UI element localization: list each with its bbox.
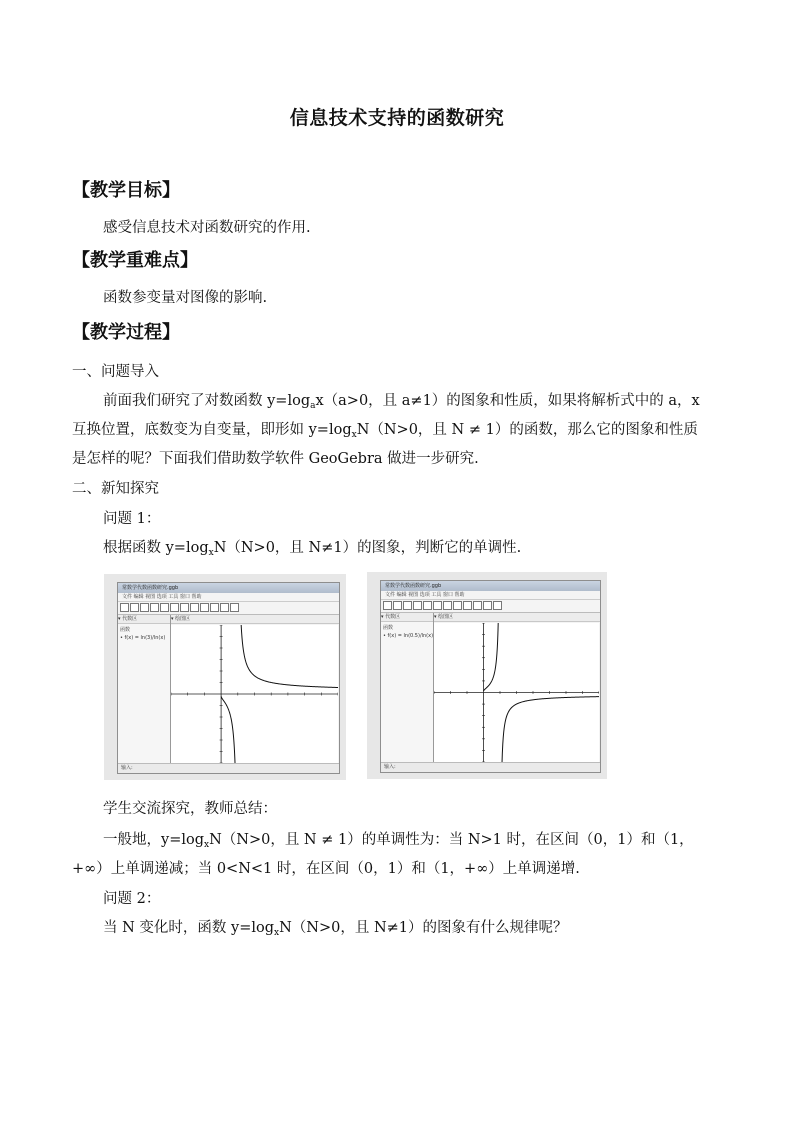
function-plot [171,625,338,763]
tool-icon [210,603,219,612]
algebra-view [381,613,434,762]
page-title: 信息技术支持的函数研究 [289,107,505,129]
geogebra-window [380,580,601,773]
tool-icon [443,601,452,610]
tool-icon [140,603,149,612]
tool-icon [230,603,239,612]
curve-branch-left [484,623,499,691]
summary-intro: 学生交流探究，教师总结： [103,801,277,817]
part1-line2: 互换位置，底数变为自变量，即形如 $y=\log_xN(N>0$，且 N ≠ 1）的函数，那么它的图象和性质 [72,422,698,440]
function-formula: • f(x) = ln(0.5)/ln(x) [383,633,434,639]
tool-bar [381,600,600,613]
heading-process: 【教学过程】 [72,322,180,343]
question1-label: 问题 1： [103,511,161,527]
function-plot [434,623,599,762]
graphics-header: ▾ 绘图区 [171,615,339,624]
graphics-view [434,623,599,762]
graphics-header: ▾ 绘图区 [434,613,600,622]
goals-text: 感受信息技术对函数研究的作用. [103,220,311,236]
menu-bar: 文件 编辑 视图 选项 工具 窗口 帮助 [118,593,339,602]
tool-icon [393,601,402,610]
algebra-subheader: 函数 [120,627,131,633]
question2-label: 问题 2： [103,891,161,907]
tool-icon [180,603,189,612]
part2-heading: 二、新知探究 [72,481,159,497]
geogebra-window [117,582,340,774]
keypoints-text: 函数参变量对图像的影响. [103,290,268,306]
summary-line2: +∞）上单调递减；当 0<N<1 时，在区间（0，1）和（1，+∞）上单调递增. [72,861,580,877]
tool-icon [463,601,472,610]
tool-icon [383,601,392,610]
function-formula: • f(x) = ln(3)/ln(x) [120,635,166,641]
tool-icon [190,603,199,612]
part1-line3: 是怎样的呢？下面我们借助数学软件 GeoGebra 做进一步研究. [72,451,479,467]
geogebra-screenshot-2 [367,572,607,779]
tool-icon [403,601,412,610]
algebra-header: ▾ 代数区 [381,613,433,622]
window-titlebar: 常数学代数函数研究.ggb [381,581,600,591]
tool-icon [433,601,442,610]
tool-icon [493,601,502,610]
tool-icon [160,603,169,612]
curve-branch-left [221,696,235,763]
part1-heading: 一、问题导入 [72,364,159,380]
input-bar[interactable]: 输入: [381,762,600,772]
tool-icon [423,601,432,610]
algebra-subheader: 函数 [383,625,394,631]
tool-icon [220,603,229,612]
tool-icon [130,603,139,612]
input-bar[interactable]: 输入: [118,763,339,773]
heading-keypoints: 【教学重难点】 [72,250,198,271]
tool-icon [413,601,422,610]
tool-icon [473,601,482,610]
question1-text: 根据函数 $y=\log_xN(N>0$，且 N≠1）的图象，判断它的单调性. [103,540,522,558]
geogebra-screenshot-1 [104,574,346,780]
question2-text: 当 N 变化时，函数 $y=\log_xN(N>0$，且 N≠1）的图象有什么规律呢？ [103,920,568,938]
summary-line1: 一般地，$y=\log_xN(N>0$，且 N ≠ 1）的单调性为：当 N>1 时，在区间（0，1）和（1， [103,832,694,850]
tool-bar [118,602,339,615]
tool-icon [120,603,129,612]
tool-icon [170,603,179,612]
tool-icon [150,603,159,612]
curve-branch-right [502,697,599,762]
algebra-view [118,615,171,763]
part1-line1: 前面我们研究了对数函数 $y=\log_ax(a>0$，且 a≠1）的图象和性质，如果将解析式中的 a，x [103,393,700,411]
curve-branch-right [241,625,338,688]
graphics-view [171,625,338,763]
tool-icon [453,601,462,610]
window-titlebar: 常数学代数函数研究.ggb [118,583,339,593]
tool-icon [483,601,492,610]
algebra-header: ▾ 代数区 [118,615,170,624]
heading-goals: 【教学目标】 [72,180,180,201]
tool-icon [200,603,209,612]
menu-bar: 文件 编辑 视图 选项 工具 窗口 帮助 [381,591,600,600]
